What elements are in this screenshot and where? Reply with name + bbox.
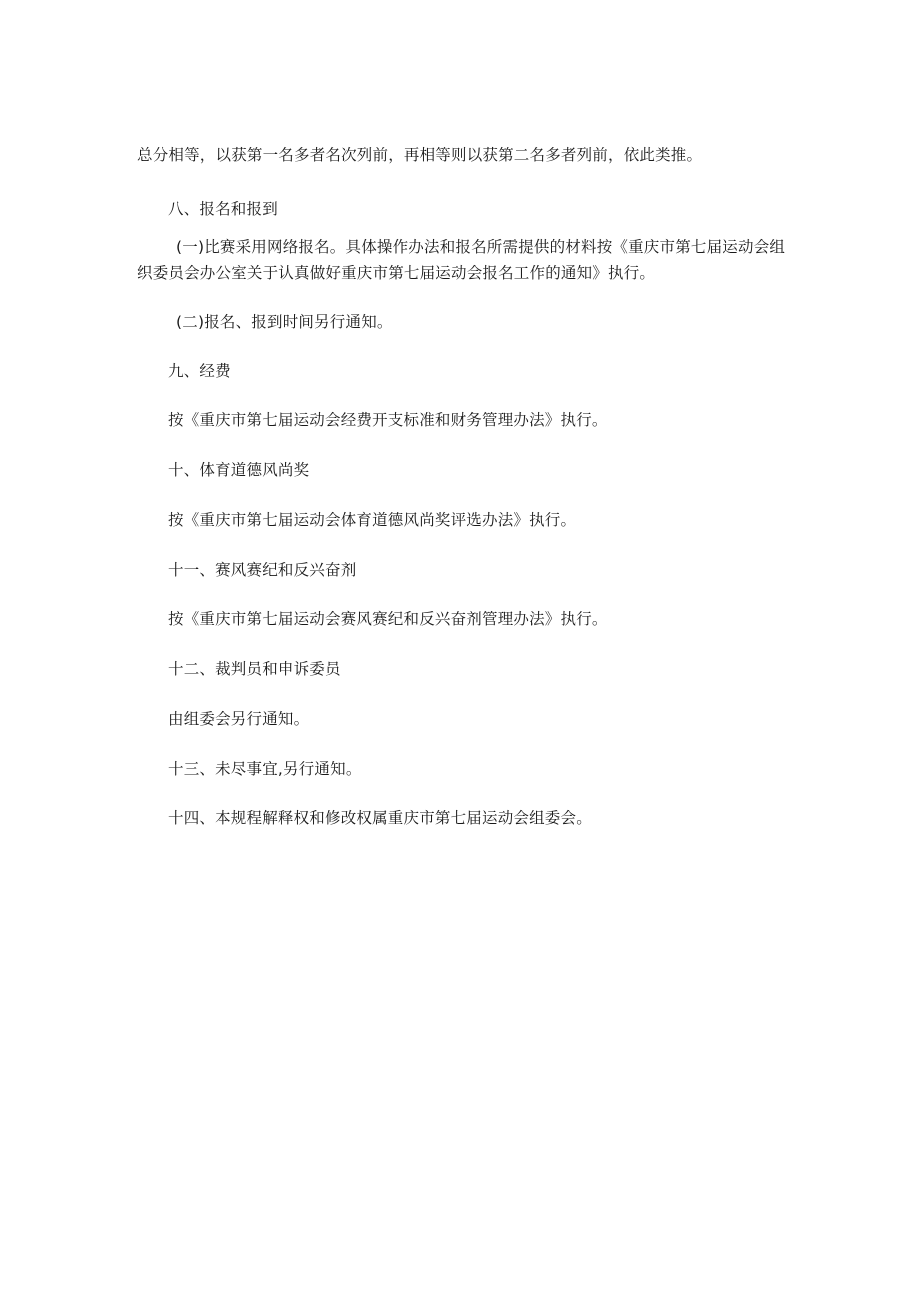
section-heading-discipline-anti-doping: 十一、赛风赛纪和反兴奋剂	[168, 561, 357, 579]
text-line-discipline-rule: 按《重庆市第七届运动会赛风赛纪和反兴奋剂管理办法》执行。	[168, 610, 608, 628]
section-heading-referees: 十二、裁判员和申诉委员	[168, 660, 341, 678]
text-line-registration-time: (二)报名、报到时间另行通知。	[176, 313, 393, 331]
section-heading-funding: 九、经费	[168, 362, 231, 380]
section-heading-interpretation-right: 十四、本规程解释权和修改权属重庆市第七届运动会组委会。	[168, 809, 592, 827]
text-line-online-registration: (一)比赛采用网络报名。具体操作办法和报名所需提供的材料按《重庆市第七届运动会组	[176, 238, 786, 256]
section-heading-registration: 八、报名和报到	[168, 200, 278, 218]
text-line-funding-rule: 按《重庆市第七届运动会经费开支标准和财务管理办法》执行。	[168, 411, 608, 429]
section-heading-other-matters: 十三、未尽事宜,另行通知。	[168, 760, 362, 778]
text-line-sportsmanship-rule: 按《重庆市第七届运动会体育道德风尚奖评选办法》执行。	[168, 511, 577, 529]
text-line-referees-notice: 由组委会另行通知。	[168, 710, 310, 728]
section-heading-sportsmanship-award: 十、体育道德风尚奖	[168, 461, 310, 479]
text-line-registration-notice: 织委员会办公室关于认真做好重庆市第七届运动会报名工作的通知》执行。	[137, 264, 656, 282]
text-line-total-score-rule: 总分相等，以获第一名多者名次列前，再相等则以获第二名多者列前，依此类推。	[137, 146, 703, 164]
